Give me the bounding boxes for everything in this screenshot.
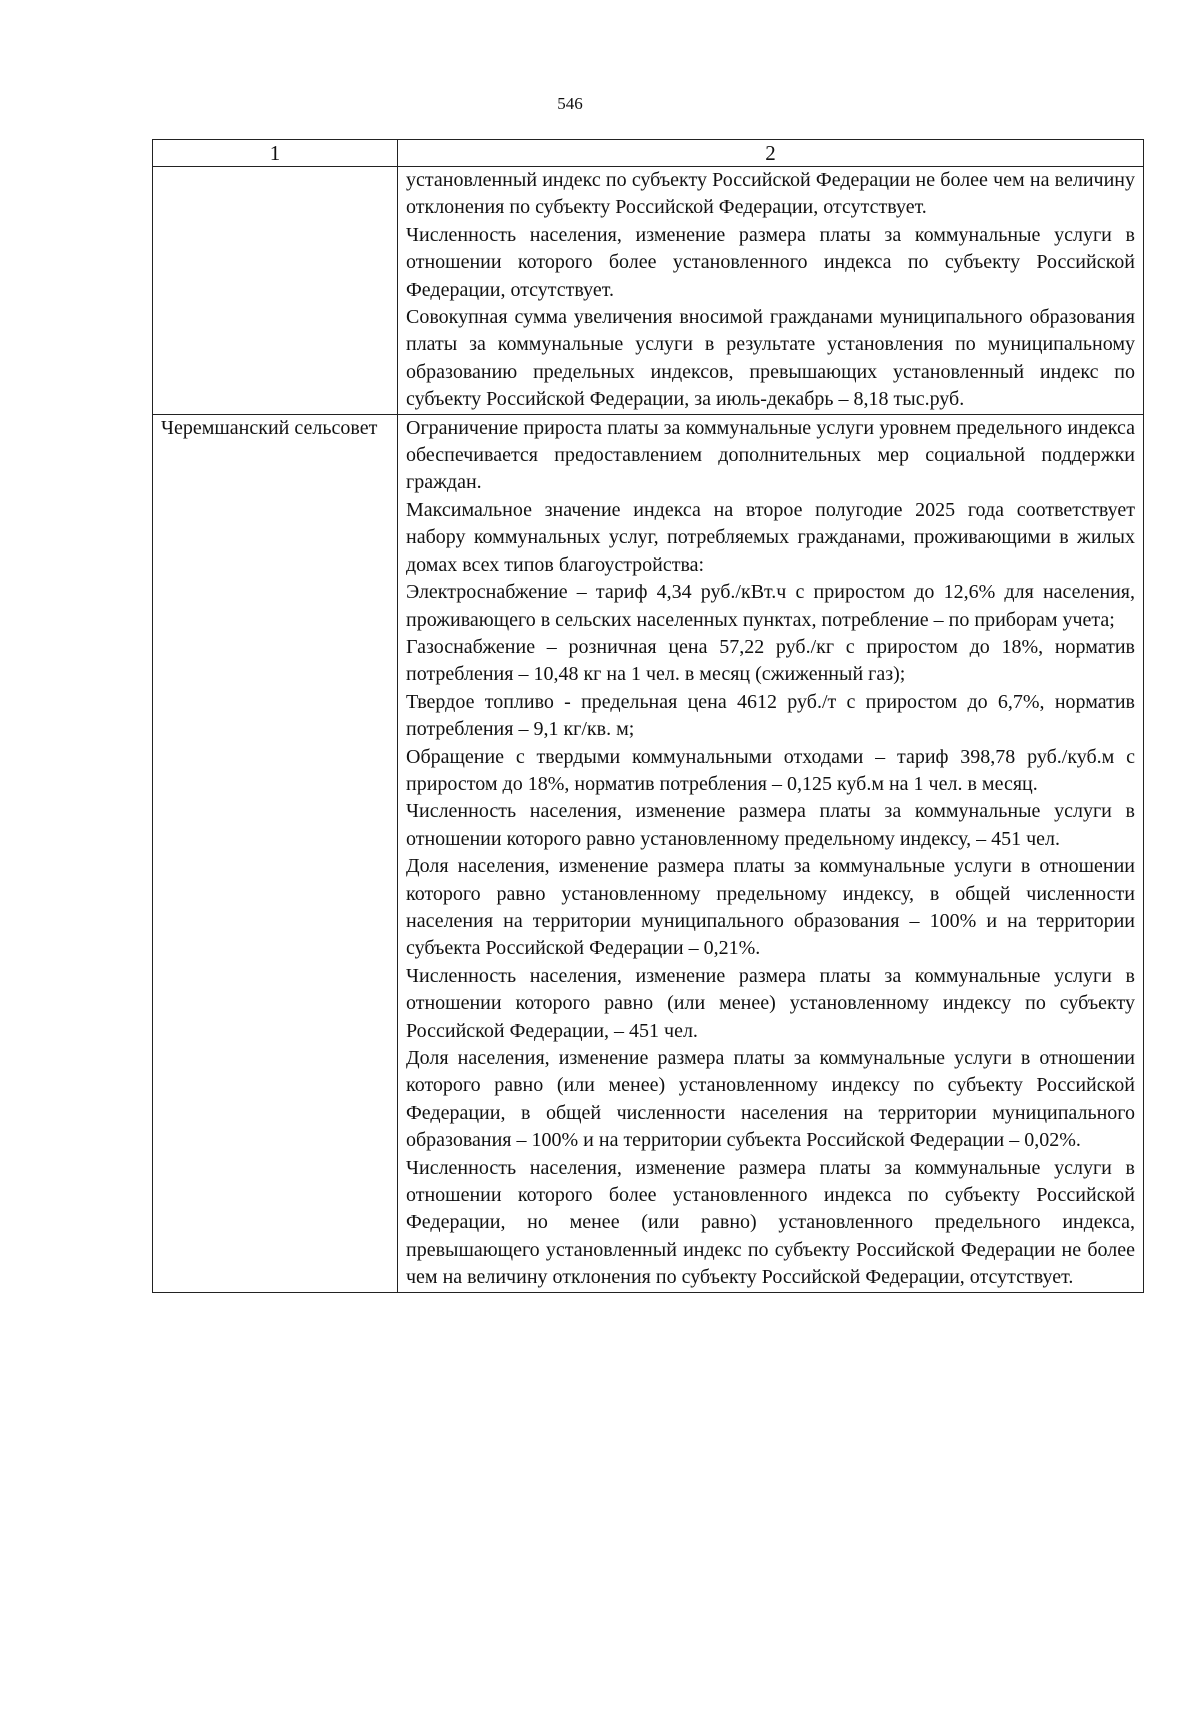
paragraph: Численность населения, изменение размера платы за коммунальные услуги в отношении которого равно установленному предельному индексу, – 451 чел. (406, 800, 1135, 850)
paragraph: Численность населения, изменение размера платы за коммунальные услуги в отношении которого более установленного индекса по субъекту Российской Федерации, отсутствует. (406, 223, 1135, 301)
paragraph: Электроснабжение – тариф 4,34 руб./кВт.ч с приростом до 12,6% для населения, проживающего в сельских населенных пунктах, потребление – по приборам учета; (406, 581, 1135, 631)
paragraph: Совокупная сумма увеличения вносимой гражданами муниципального образования платы за коммунальные услуги в результате установления по муниципальному образованию предельных индексов, превышающих установленный индекс по субъекту Российской Федерации, за июль-декабрь – 8,18 тыс.руб. (406, 306, 1135, 411)
paragraph: Обращение с твердыми коммунальными отходами – тариф 398,78 руб./куб.м с приростом до 18%, норматив потребления – 0,125 куб.м на 1 чел. в месяц. (406, 745, 1135, 795)
table-row (153, 167, 1144, 415)
description-cell (398, 167, 1144, 415)
page-number: 546 (557, 94, 583, 113)
paragraph: Максимальное значение индекса на второе полугодие 2025 года соответствует набору коммунальных услуг, потребляемых гражданами, проживающими в жилых домах всех типов благоустройства: (406, 498, 1135, 576)
paragraph: Твердое топливо - предельная цена 4612 руб./т с приростом до 6,7%, норматив потребления – 9,1 кг/кв. м; (406, 690, 1135, 741)
paragraph: Численность населения, изменение размера платы за коммунальные услуги в отношении которого более установленного индекса по субъекту Российской Федерации, но менее (или равно) установленного предельного индекса, превышающего установленный индекс по субъекту Российской Федерации не более чем на величину отклонения по субъекту Российской Федерации, отсутствует. (406, 1156, 1135, 1289)
paragraph: Газоснабжение – розничная цена 57,22 руб./кг с приростом до 18%, норматив потребления – 10,48 кг на 1 чел. в месяц (сжиженный газ); (406, 635, 1135, 686)
document-table (152, 139, 1144, 1293)
column-header-2: 2 (398, 140, 1144, 167)
municipality-name-cell: Черемшанский сельсовет (153, 414, 398, 1292)
description-cell (398, 414, 1144, 1292)
paragraph: Ограничение прироста платы за коммунальные услуги уровнем предельного индекса обеспечивается предоставлением дополнительных мер социальной поддержки граждан. (406, 416, 1135, 494)
paragraph: Численность населения, изменение размера платы за коммунальные услуги в отношении которого равно (или менее) установленному индексу по субъекту Российской Федерации, – 451 чел. (406, 964, 1135, 1042)
paragraph: Доля населения, изменение размера платы за коммунальные услуги в отношении которого равно (или менее) установленному индексу по субъекту Российской Федерации, в общей численности населения на территории муниципального образования – 100% и на территории субъекта Российской Федерации – 0,02%. (406, 1047, 1135, 1152)
paragraph: установленный индекс по субъекту Российской Федерации не более чем на величину отклонения по субъекту Российской Федерации, отсутствует. (406, 169, 1135, 219)
municipality-name-cell (153, 167, 398, 415)
paragraph: Доля населения, изменение размера платы за коммунальные услуги в отношении которого равно установленному предельному индексу, в общей численности населения на территории муниципального образования – 100% и на территории субъекта Российской Федерации – 0,21%. (406, 855, 1135, 960)
table-header-row (153, 140, 1144, 167)
column-header-1: 1 (153, 140, 398, 167)
table-row (153, 414, 1144, 1292)
